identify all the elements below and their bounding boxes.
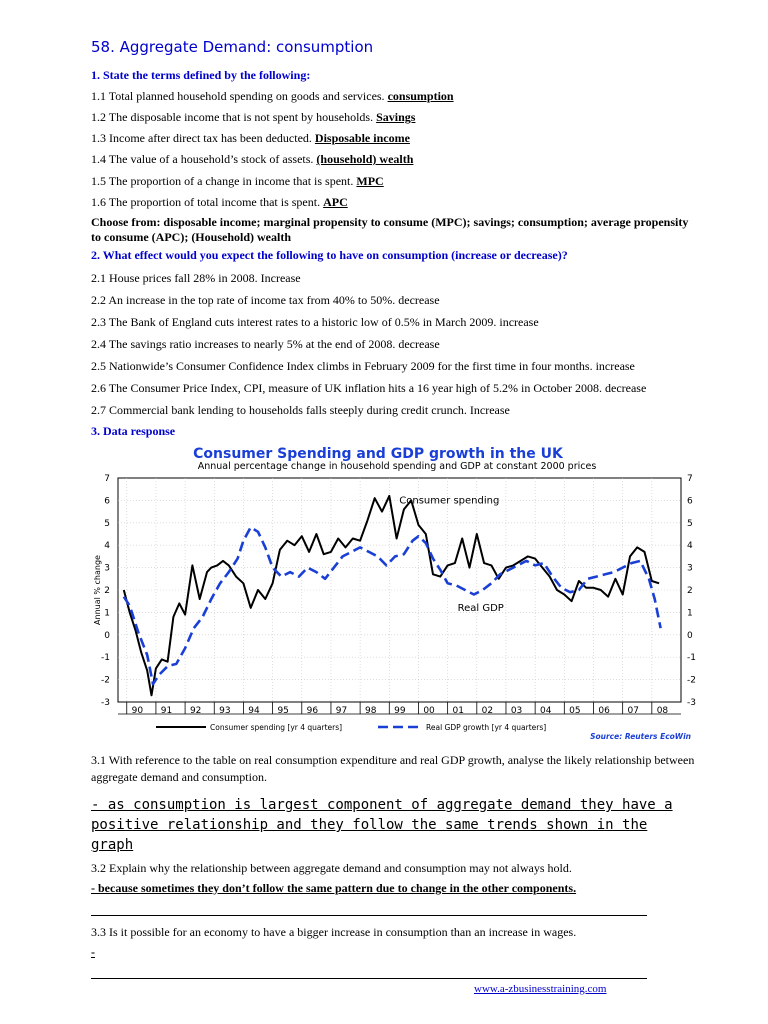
effect-item: 2.1 House prices fall 28% in 2008. Increase — [91, 271, 301, 285]
x-tick-label: 01 — [452, 706, 464, 716]
y-tick-label-right: -2 — [687, 675, 696, 686]
y-tick-label-right: 1 — [687, 608, 693, 619]
y-tick-label-right: -1 — [687, 653, 696, 664]
definition-item — [91, 131, 410, 146]
y-axis-label: Annual % change — [93, 555, 102, 625]
y-tick-label-right: 4 — [687, 541, 693, 552]
definition-item — [91, 89, 454, 104]
section2-heading: 2. What effect would you expect the following to have on consumption (increase or decrease)? — [91, 248, 568, 262]
x-tick-label: 92 — [189, 706, 202, 716]
y-tick-label-left: 2 — [104, 586, 110, 596]
y-tick-label-left: 7 — [104, 474, 110, 484]
legend-label-real-gdp: Real GDP growth [yr 4 quarters] — [426, 723, 547, 732]
effect-item: 2.6 The Consumer Price Index, CPI, measure of UK inflation hits a 16 year high of 5.2% in October 2008. decrease — [91, 381, 647, 395]
y-tick-label-left: 0 — [104, 630, 110, 641]
section1-heading: 1. State the terms defined by the following: — [91, 68, 311, 82]
y-tick-label-right: 3 — [687, 563, 693, 574]
x-tick-label: 91 — [160, 706, 173, 716]
definition-text: 1.3 Income after direct tax has been deducted. — [91, 131, 315, 145]
y-tick-label-left: 3 — [104, 563, 110, 574]
x-tick-label: 00 — [423, 706, 435, 716]
x-tick-label: 06 — [598, 706, 610, 716]
definition-answer: Savings — [376, 110, 416, 124]
effect-item: 2.2 An increase in the top rate of income tax from 40% to 50%. decrease — [91, 293, 440, 307]
section3-heading: 3. Data response — [91, 424, 176, 438]
answer-line — [91, 915, 647, 916]
answer-3-2: - because sometimes they don’t follow the same pattern due to change in the other components. — [91, 881, 577, 895]
answer-line — [91, 978, 647, 979]
x-tick-label: 98 — [364, 706, 377, 716]
definition-item — [91, 152, 413, 167]
chart-source: Source: Reuters EcoWin — [590, 732, 691, 741]
x-tick-label: 95 — [277, 706, 289, 716]
effect-item: 2.4 The savings ratio increases to nearly 5% at the end of 2008. decrease — [91, 337, 440, 351]
x-tick-label: 96 — [306, 706, 319, 716]
definition-item — [91, 195, 348, 210]
y-tick-label-right: 2 — [687, 586, 693, 596]
definition-answer: consumption — [387, 89, 454, 103]
choose-from-list: Choose from: disposable income; marginal propensity to consume (MPC); savings; consumption; average propensity to consume (APC); (Household) wealth — [91, 215, 689, 244]
definition-item — [91, 110, 415, 125]
effect-item: 2.5 Nationwide’s Consumer Confidence Index climbs in February 2009 for the first time in four months. increase — [91, 359, 635, 373]
y-tick-label-left: -1 — [101, 653, 110, 664]
footer-link[interactable]: www.a-zbusinesstraining.com — [474, 983, 607, 995]
y-tick-label-left: 5 — [104, 518, 110, 529]
chart-title: Consumer Spending and GDP growth in the UK — [193, 446, 563, 462]
definition-answer: (household) wealth — [316, 152, 414, 166]
x-tick-label: 94 — [248, 706, 260, 716]
question-3-3: 3.3 Is it possible for an economy to have a bigger increase in consumption than an increase in wages. — [91, 925, 577, 939]
answer-3-3: - — [91, 945, 95, 959]
definition-text: 1.5 The proportion of a change in income that is spent. — [91, 174, 357, 188]
definition-text: 1.2 The disposable income that is not spent by households. — [91, 110, 377, 124]
y-tick-label-left: -2 — [101, 675, 110, 686]
x-tick-label: 08 — [656, 706, 669, 716]
question-3-2: 3.2 Explain why the relationship between aggregate demand and consumption may not always hold. — [91, 861, 572, 875]
y-tick-label-right: 7 — [687, 474, 693, 484]
x-tick-label: 03 — [510, 706, 523, 716]
consumption-gdp-chart — [88, 440, 696, 745]
legend-label-consumer-spending: Consumer spending [yr 4 quarters] — [210, 723, 343, 732]
real-gdp-line — [124, 527, 661, 684]
definition-text: 1.4 The value of a household’s stock of assets. — [91, 152, 317, 166]
question-3-1: 3.1 With reference to the table on real consumption expenditure and real GDP growth, analyse the likely relationship between aggregate demand and consumption. — [91, 753, 695, 784]
x-tick-label: 93 — [219, 706, 231, 716]
x-tick-label: 07 — [627, 706, 639, 716]
definition-answer: APC — [323, 195, 348, 209]
annotation-consumer-spending: Consumer spending — [399, 495, 500, 507]
y-tick-label-right: 0 — [687, 630, 693, 641]
y-tick-label-left: 4 — [104, 541, 110, 552]
y-tick-label-left: -3 — [101, 698, 110, 708]
annotation-real-gdp: Real GDP — [457, 602, 504, 614]
y-tick-label-right: -3 — [687, 698, 696, 708]
x-tick-label: 97 — [335, 706, 348, 716]
chart-subtitle: Annual percentage change in household spending and GDP at constant 2000 prices — [197, 461, 597, 472]
answer-3-1: - as consumption is largest component of aggregate demand they have a positive relationship and they follow the same trends shown in the graph — [91, 797, 673, 853]
y-tick-label-left: 1 — [104, 608, 110, 619]
page-title: 58. Aggregate Demand: consumption — [91, 38, 374, 56]
effect-item: 2.3 The Bank of England cuts interest rates to a historic low of 0.5% in March 2009. increase — [91, 315, 539, 329]
x-tick-label: 05 — [569, 706, 581, 716]
x-tick-label: 99 — [394, 706, 406, 716]
x-tick-label: 02 — [481, 706, 494, 716]
consumer-spending-line — [124, 496, 659, 695]
y-tick-label-left: 6 — [104, 496, 110, 507]
y-tick-label-right: 5 — [687, 518, 693, 529]
definition-text: 1.1 Total planned household spending on goods and services. — [91, 89, 388, 103]
x-tick-label: 90 — [131, 706, 144, 716]
effect-item: 2.7 Commercial bank lending to households falls steeply during credit crunch. Increase — [91, 403, 510, 417]
definition-answer: Disposable income — [314, 131, 410, 145]
x-tick-label: 04 — [540, 706, 552, 716]
y-tick-label-right: 6 — [687, 496, 693, 507]
definition-answer: MPC — [356, 174, 384, 188]
definition-text: 1.6 The proportion of total income that is spent. — [91, 195, 324, 209]
definition-item — [91, 174, 384, 189]
